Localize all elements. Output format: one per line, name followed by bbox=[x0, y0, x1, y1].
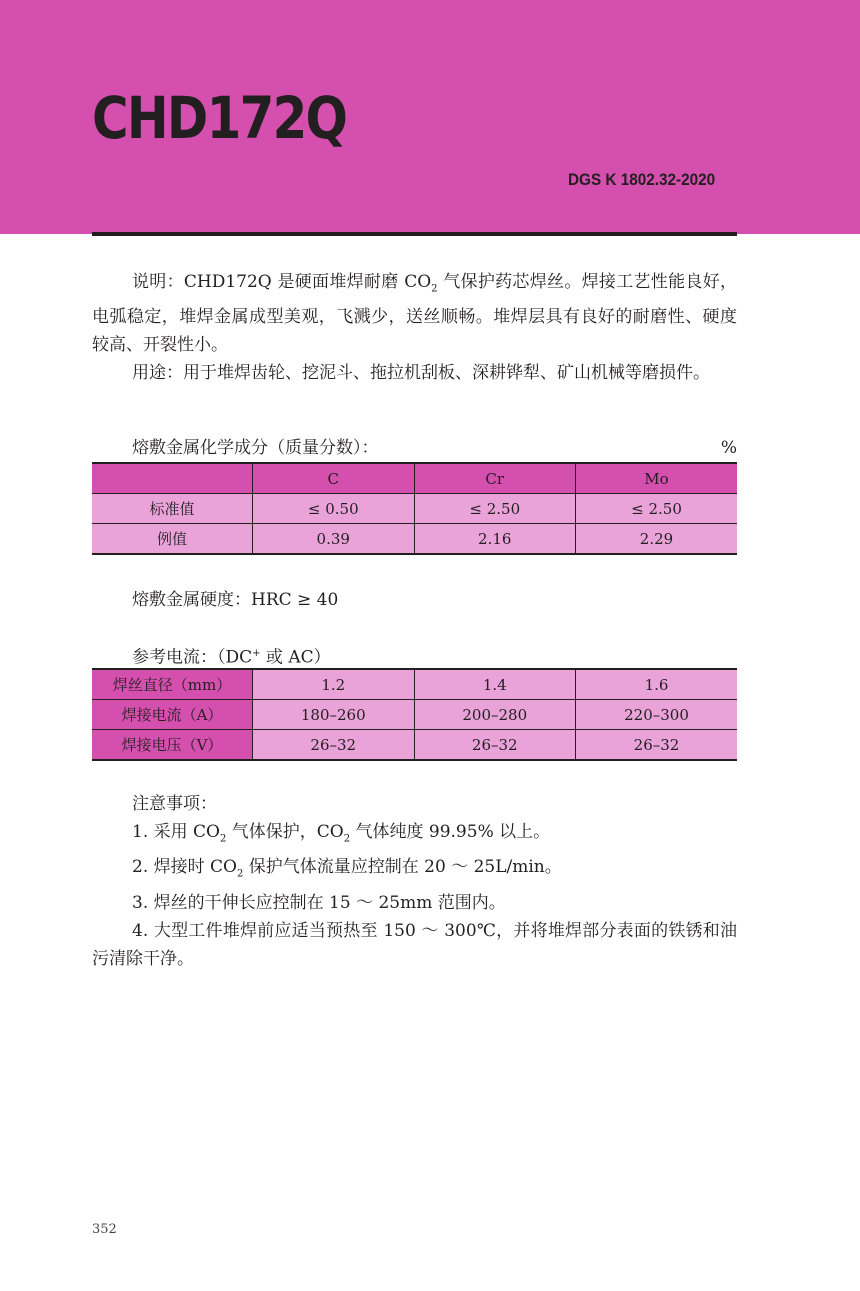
table-cell: ≤ 2.50 bbox=[414, 494, 576, 524]
current-section bbox=[92, 640, 737, 761]
table-row bbox=[92, 524, 737, 555]
hardness-value: HRC ≥ 40 bbox=[251, 590, 339, 610]
table-cell: 0.39 bbox=[253, 524, 415, 555]
note-item bbox=[92, 917, 737, 973]
table-row bbox=[92, 669, 737, 700]
table-cell: 26–32 bbox=[253, 730, 415, 761]
composition-header-cell bbox=[92, 463, 253, 494]
note-item bbox=[92, 889, 737, 917]
row-header-cell: 焊接电流（A） bbox=[92, 700, 253, 730]
notes-section bbox=[92, 790, 737, 973]
row-header-cell: 焊接电压（V） bbox=[92, 730, 253, 761]
page-number: 352 bbox=[92, 1222, 117, 1237]
table-cell: 1.4 bbox=[414, 669, 576, 700]
co2-subscript: 2 bbox=[431, 283, 438, 295]
header-rule bbox=[92, 232, 737, 236]
table-cell: 2.16 bbox=[414, 524, 576, 555]
table-row bbox=[92, 494, 737, 524]
current-caption-label: 参考电流： bbox=[132, 647, 217, 668]
table-cell: 标准值 bbox=[92, 494, 253, 524]
table-cell: 200–280 bbox=[414, 700, 576, 730]
table-cell: 26–32 bbox=[414, 730, 576, 761]
table-cell: 180–260 bbox=[253, 700, 415, 730]
description-block bbox=[92, 268, 737, 387]
note-1-a: 1. 采用 CO bbox=[132, 822, 220, 842]
note-3: 3. 焊丝的干伸长应控制在 15 ～ 25mm 范围内。 bbox=[132, 892, 506, 913]
hardness-label: 熔敷金属硬度： bbox=[132, 590, 251, 610]
row-header-cell: 焊丝直径（mm） bbox=[92, 669, 253, 700]
co2-subscript: 2 bbox=[219, 833, 227, 845]
description-text-a: CHD172Q 是硬面堆焊耐磨 CO bbox=[183, 272, 432, 292]
composition-header-cell: Mo bbox=[576, 463, 738, 494]
note-2-a: 2. 焊接时 CO bbox=[132, 857, 237, 878]
note-2-b: 保护气体流量应控制在 20 ～ 25L/min。 bbox=[243, 857, 562, 878]
current-note-b: 或 AC） bbox=[260, 647, 331, 668]
notes-title-line bbox=[92, 790, 737, 818]
note-item bbox=[92, 853, 737, 888]
hardness-line bbox=[92, 586, 737, 614]
note-4: 4. 大型工件堆焊前应适当预热至 150 ～ 300℃，并将堆焊部分表面的铁锈和油污清除干净。 bbox=[92, 920, 737, 969]
co2-subscript: 2 bbox=[236, 868, 244, 880]
composition-caption-label: 熔敷金属化学成分（质量分数）： bbox=[132, 438, 379, 458]
co2-subscript: 2 bbox=[343, 833, 351, 845]
table-cell: ≤ 2.50 bbox=[576, 494, 738, 524]
table-cell: 2.29 bbox=[576, 524, 738, 555]
table-cell: 1.6 bbox=[576, 669, 738, 700]
composition-header-row bbox=[92, 463, 737, 494]
dc-plus-superscript: + bbox=[252, 648, 261, 659]
usage-label: 用途： bbox=[132, 363, 183, 384]
table-cell: 1.2 bbox=[253, 669, 415, 700]
product-title: CHD172Q bbox=[92, 84, 347, 152]
description-paragraph bbox=[92, 268, 737, 359]
table-row bbox=[92, 700, 737, 730]
usage-paragraph bbox=[92, 359, 737, 387]
composition-header-cell: Cr bbox=[414, 463, 576, 494]
table-cell: ≤ 0.50 bbox=[253, 494, 415, 524]
composition-caption bbox=[92, 434, 737, 462]
composition-unit: % bbox=[720, 438, 737, 458]
composition-table bbox=[92, 462, 737, 555]
current-table bbox=[92, 668, 737, 761]
current-note-a: （DC bbox=[217, 647, 253, 668]
table-cell: 例值 bbox=[92, 524, 253, 555]
usage-text: 用于堆焊齿轮、挖泥斗、拖拉机刮板、深耕铧犁、矿山机械等磨损件。 bbox=[183, 363, 710, 384]
note-1-c: 气体纯度 99.95% 以上。 bbox=[350, 822, 551, 842]
current-caption bbox=[92, 640, 737, 668]
table-row bbox=[92, 730, 737, 761]
description-label: 说明： bbox=[132, 272, 184, 292]
composition-header-cell: C bbox=[253, 463, 415, 494]
hardness-section bbox=[92, 586, 737, 614]
standard-code: DGS K 1802.32-2020 bbox=[568, 170, 716, 189]
note-1-b: 气体保护，CO bbox=[226, 822, 344, 842]
description-text-b: 气保护药芯焊丝。焊接工艺性能良好，电弧稳定，堆焊金属成型美观，飞溅少，送丝顺畅。堆焊层具有良好的耐磨性、硬度较高、开裂性小。 bbox=[92, 272, 737, 356]
notes-title: 注意事项： bbox=[132, 794, 217, 814]
table-cell: 220–300 bbox=[576, 700, 738, 730]
note-item bbox=[92, 818, 737, 853]
table-cell: 26–32 bbox=[576, 730, 738, 761]
composition-section bbox=[92, 434, 737, 555]
